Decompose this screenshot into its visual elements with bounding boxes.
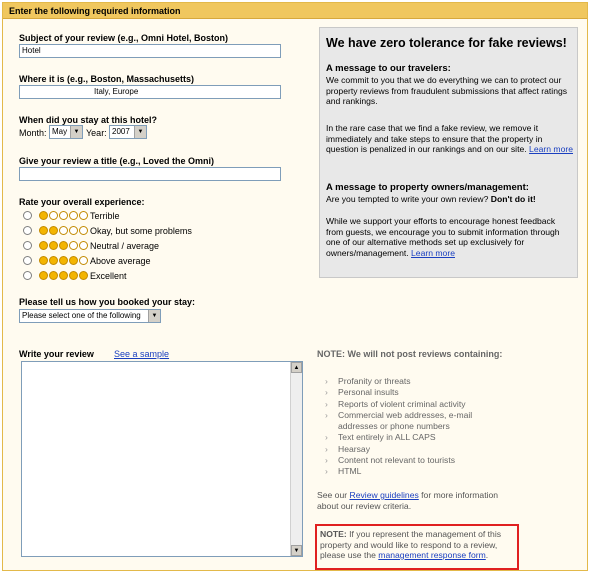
- rating-bubble-icon: [69, 256, 78, 265]
- rating-bubble-icon: [49, 211, 58, 220]
- management-response-form-link[interactable]: management response form: [378, 550, 486, 560]
- rating-bubbles: [39, 241, 89, 251]
- year-label: Year:: [86, 128, 107, 138]
- prohibited-item-text: Commercial web addresses, e-mail addresses or phone numbers: [338, 409, 473, 432]
- prohibited-item-text: Profanity or threats: [338, 376, 411, 386]
- rating-bubble-icon: [69, 211, 78, 220]
- rating-bubble-icon: [79, 271, 88, 280]
- prohibited-item-text: HTML: [338, 466, 362, 477]
- prohibited-item: [325, 432, 503, 443]
- management-note-box: [315, 524, 519, 570]
- rating-bubble-icon: [39, 211, 48, 220]
- month-select[interactable]: [49, 125, 83, 139]
- form-header: Enter the following required information: [3, 3, 587, 19]
- rating-bubbles: [39, 211, 89, 221]
- booking-label: Please tell us how you booked your stay:: [19, 297, 196, 307]
- prohibited-item-text: Personal insults: [338, 387, 399, 398]
- rating-option-label: Terrible: [90, 211, 120, 221]
- month-value: May: [52, 127, 68, 136]
- prohibited-item-text: Text entirely in ALL CAPS: [338, 432, 436, 443]
- rating-bubble-icon: [49, 226, 58, 235]
- rating-bubbles: [39, 226, 89, 236]
- stay-date-label: When did you stay at this hotel?: [19, 115, 158, 125]
- prohibited-item: [325, 376, 503, 387]
- see-sample-link[interactable]: See a sample: [114, 349, 170, 359]
- rating-bubbles: [39, 271, 89, 281]
- title-label: Give your review a title (e.g., Loved the Omni): [19, 156, 215, 166]
- prohibited-item: [325, 410, 503, 433]
- booking-select[interactable]: [19, 309, 161, 323]
- travelers-paragraph-2-text: In the rare case that we find a fake review, we remove it immediately and take steps to ensure that the property in question is penalized in our rankings and on our site.: [326, 123, 543, 154]
- policy-heading: We have zero tolerance for fake reviews!: [326, 36, 567, 50]
- guidelines-post: for more information about our review criteria.: [317, 490, 499, 511]
- rating-radio[interactable]: [23, 211, 32, 220]
- prohibited-item: [325, 399, 503, 410]
- rating-bubble-icon: [59, 256, 68, 265]
- rating-option-label: Above average: [90, 256, 151, 266]
- bullet-arrow-icon: ›: [325, 432, 328, 443]
- note-heading: NOTE: We will not post reviews containing:: [317, 349, 503, 359]
- prohibited-content-list: [325, 376, 503, 478]
- rating-bubble-icon: [39, 226, 48, 235]
- bullet-arrow-icon: ›: [325, 466, 328, 477]
- rating-bubble-icon: [79, 226, 88, 235]
- management-note-label: NOTE:: [320, 529, 347, 539]
- chevron-down-icon: ▼: [134, 126, 146, 138]
- subject-input[interactable]: Hotel: [19, 44, 281, 58]
- travelers-paragraph-2: [326, 123, 574, 155]
- location-input[interactable]: Italy, Europe: [19, 85, 281, 99]
- rating-label: Rate your overall experience:: [19, 197, 145, 207]
- learn-more-link-2[interactable]: Learn more: [411, 247, 455, 258]
- prohibited-item: [325, 455, 503, 466]
- prohibited-item: [325, 444, 503, 455]
- fake-review-policy-box: [319, 27, 578, 278]
- rating-bubble-icon: [39, 271, 48, 280]
- rating-bubble-icon: [79, 256, 88, 265]
- prohibited-item-text: Reports of violent criminal activity: [338, 398, 466, 409]
- prohibited-item-text: Hearsay: [338, 443, 370, 454]
- booking-value: Please select one of the following: [22, 311, 141, 320]
- rating-radio[interactable]: [23, 226, 32, 235]
- rating-bubble-icon: [59, 241, 68, 250]
- owners-question-text: Are you tempted to write your own review?: [326, 194, 489, 204]
- bullet-arrow-icon: ›: [325, 443, 328, 454]
- month-label: Month:: [19, 128, 47, 138]
- title-input[interactable]: [19, 167, 281, 181]
- bullet-arrow-icon: ›: [325, 455, 328, 466]
- rating-bubble-icon: [79, 211, 88, 220]
- rating-bubble-icon: [69, 241, 78, 250]
- travelers-paragraph-1: We commit to you that we do everything we can to protect our property reviews from fraudulent submissions that affect ratings and rankings.: [326, 75, 568, 106]
- rating-bubble-icon: [49, 241, 58, 250]
- management-note: [320, 529, 516, 561]
- prohibited-item: [325, 466, 503, 477]
- year-value: 2007: [112, 127, 130, 136]
- rating-bubble-icon: [49, 271, 58, 280]
- management-note-end: .: [485, 550, 489, 560]
- rating-bubble-icon: [69, 271, 78, 280]
- scroll-up-icon[interactable]: ▲: [291, 362, 302, 373]
- rating-radio[interactable]: [23, 271, 32, 280]
- learn-more-link-1[interactable]: Learn more: [529, 144, 573, 154]
- bullet-arrow-icon: ›: [325, 387, 328, 398]
- rating-option-label: Okay, but some problems: [90, 226, 192, 236]
- rating-radio[interactable]: [23, 241, 32, 250]
- rating-bubbles: [39, 256, 89, 266]
- year-select[interactable]: [109, 125, 147, 139]
- review-textarea[interactable]: [21, 361, 303, 557]
- location-label: Where it is (e.g., Boston, Massachusetts): [19, 74, 195, 84]
- bullet-arrow-icon: ›: [325, 376, 328, 386]
- rating-bubble-icon: [59, 271, 68, 280]
- guidelines-text: [317, 490, 517, 511]
- subject-label: Subject of your review (e.g., Omni Hotel, Boston): [19, 33, 229, 43]
- rating-bubble-icon: [59, 211, 68, 220]
- owners-question: [326, 194, 574, 205]
- management-note-text: If you represent the management of this property and would like to respond to a review, please use the: [320, 529, 502, 560]
- owners-question-emphasis: Don't do it!: [490, 194, 536, 204]
- rating-option-label: Excellent: [90, 271, 127, 281]
- rating-bubble-icon: [69, 226, 78, 235]
- scroll-down-icon[interactable]: ▼: [291, 545, 302, 556]
- textarea-scrollbar[interactable]: [290, 362, 302, 556]
- owners-paragraph-text: While we support your efforts to encourage honest feedback from guests, we encourage you to submit information through one of our alternative methods set up exclusively for owners/management.: [326, 216, 560, 258]
- rating-bubble-icon: [49, 256, 58, 265]
- review-label: Write your review: [19, 349, 94, 359]
- review-form-panel: [2, 2, 588, 571]
- guidelines-pre: See our: [317, 490, 348, 500]
- rating-bubble-icon: [39, 256, 48, 265]
- rating-option-label: Neutral / average: [90, 241, 160, 251]
- chevron-down-icon: ▼: [148, 310, 160, 322]
- rating-bubble-icon: [79, 241, 88, 250]
- bullet-arrow-icon: ›: [325, 409, 328, 420]
- owners-paragraph: [326, 216, 574, 258]
- review-guidelines-link[interactable]: Review guidelines: [349, 490, 419, 500]
- rating-bubble-icon: [59, 226, 68, 235]
- prohibited-item: [325, 387, 503, 398]
- rating-bubble-icon: [39, 241, 48, 250]
- rating-radio[interactable]: [23, 256, 32, 265]
- travelers-heading: A message to our travelers:: [326, 63, 451, 74]
- chevron-down-icon: ▼: [70, 126, 82, 138]
- prohibited-item-text: Content not relevant to tourists: [338, 455, 456, 466]
- bullet-arrow-icon: ›: [325, 398, 328, 409]
- owners-heading: A message to property owners/management:: [326, 182, 529, 193]
